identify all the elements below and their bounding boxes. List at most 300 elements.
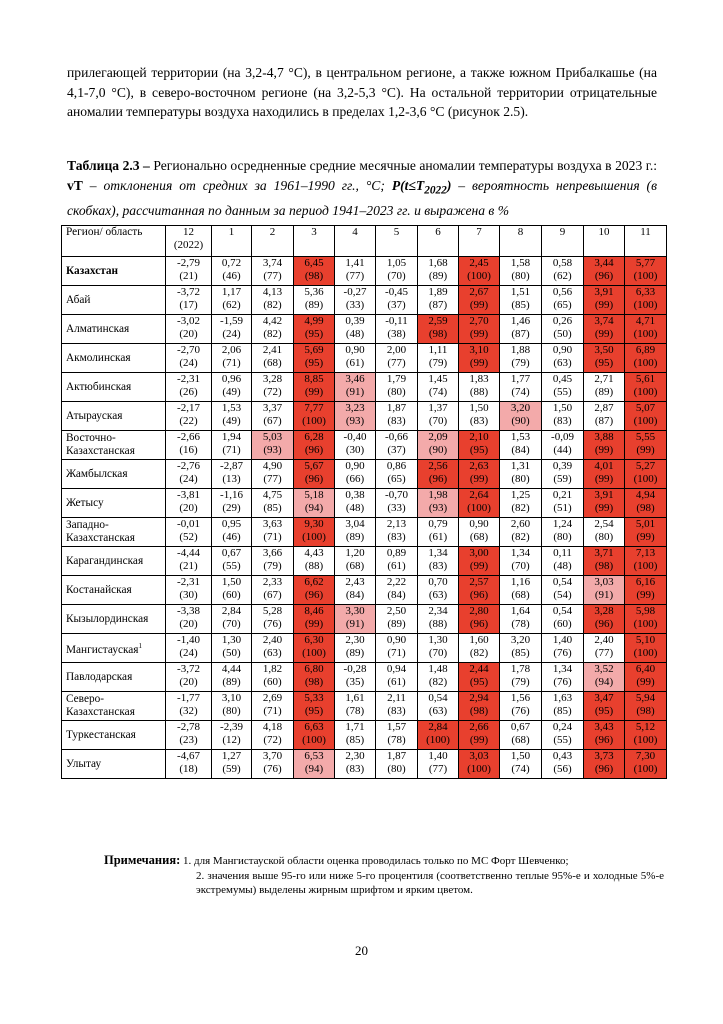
anomaly-value: 3,52: [594, 663, 614, 675]
region-label: Павлодарская: [66, 670, 133, 683]
anomaly-cell: [166, 402, 212, 431]
header-month: 1: [212, 226, 252, 257]
anomaly-value: 3,37: [262, 402, 283, 414]
probability-value: (100): [633, 734, 658, 746]
region-label: Улытау: [66, 757, 102, 770]
anomaly-cell: [212, 402, 252, 431]
caption-text-3: – вероятность непревышения (в скобках), рассчитанная по данным за период 1941–2023 гг. и выражена в %: [67, 177, 657, 218]
anomaly-cell: [376, 721, 418, 750]
probability-value: (100): [467, 270, 491, 282]
anomaly-cell: [459, 460, 500, 489]
anomaly-cell: [418, 402, 459, 431]
probability-value: (87): [511, 328, 530, 340]
probability-value: (98): [304, 270, 324, 282]
anomaly-cell: [625, 402, 667, 431]
anomaly-cell: [542, 518, 584, 547]
anomaly-cell: [212, 750, 252, 779]
anomaly-cell: [252, 315, 294, 344]
anomaly-cell: [294, 576, 335, 605]
anomaly-cell: [459, 605, 500, 634]
probability-value: (83): [387, 415, 406, 427]
anomaly-value: 5,27: [635, 460, 656, 472]
probability-value: (78): [345, 705, 365, 717]
caption-p: P(t≤T: [391, 177, 425, 193]
anomaly-cell: [252, 402, 294, 431]
anomaly-value: 5,77: [635, 257, 656, 269]
probability-value: (76): [263, 763, 282, 775]
anomaly-value: 1,34: [552, 663, 573, 675]
probability-value: (96): [469, 589, 489, 601]
anomaly-value: 1,31: [510, 460, 531, 472]
probability-value: (77): [594, 647, 614, 659]
anomaly-value: 5,07: [635, 402, 656, 414]
anomaly-value: -0,66: [385, 431, 408, 443]
anomaly-value: 3,10: [221, 692, 242, 704]
anomaly-value: -3,72: [177, 663, 200, 675]
probability-value: (99): [594, 299, 614, 311]
anomaly-value: 2,67: [469, 286, 489, 298]
anomaly-cell: [294, 750, 335, 779]
anomaly-cell: [335, 576, 376, 605]
notes: [104, 853, 664, 897]
region-name: [62, 634, 166, 663]
anomaly-cell: [212, 373, 252, 402]
region-label: Костанайская: [66, 583, 132, 596]
anomaly-value: 2,59: [428, 315, 448, 327]
table-row: [62, 634, 667, 663]
probability-value: (68): [263, 357, 282, 369]
anomaly-value: 3,20: [510, 402, 531, 414]
anomaly-value: 4,43: [304, 547, 324, 559]
anomaly-cell: [500, 547, 542, 576]
probability-value: (96): [469, 618, 489, 630]
probability-value: (60): [222, 589, 241, 601]
anomaly-value: 1,87: [386, 750, 407, 762]
anomaly-value: 2,45: [469, 257, 489, 269]
anomaly-cell: [376, 692, 418, 721]
header-month: 10: [584, 226, 625, 257]
anomaly-cell: [418, 344, 459, 373]
caption-text-1: Регионально осредненные средние месячные аномалии температуры воздуха в 2023 г.:: [149, 158, 657, 173]
anomaly-value: 5,98: [635, 605, 656, 617]
probability-value: (98): [636, 502, 655, 514]
anomaly-value: 1,45: [428, 373, 448, 385]
probability-value: (100): [633, 299, 658, 311]
anomaly-value: 2,84: [221, 605, 242, 617]
anomaly-cell: [252, 547, 294, 576]
probability-value: (76): [263, 618, 282, 630]
probability-value: (37): [387, 299, 406, 311]
anomaly-cell: [335, 721, 376, 750]
header-region: Регион/ область: [62, 226, 166, 257]
anomaly-cell: [418, 547, 459, 576]
region-label: Западно-Казахстанская: [66, 519, 135, 544]
anomaly-cell: [418, 257, 459, 286]
anomaly-cell: [542, 431, 584, 460]
anomaly-value: 7,13: [635, 547, 656, 559]
probability-value: (100): [302, 647, 326, 659]
region-name: [62, 257, 166, 286]
header-month: 7: [459, 226, 500, 257]
anomaly-cell: [500, 634, 542, 663]
anomaly-cell: [252, 634, 294, 663]
anomaly-cell: [500, 257, 542, 286]
anomaly-cell: [166, 286, 212, 315]
anomaly-cell: [166, 344, 212, 373]
probability-value: (85): [263, 502, 282, 514]
probability-value: (24): [179, 647, 198, 659]
anomaly-value: 3,44: [594, 257, 614, 269]
anomaly-value: 0,58: [552, 257, 573, 269]
anomaly-cell: [500, 431, 542, 460]
probability-value: (60): [553, 618, 572, 630]
anomaly-value: 0,26: [552, 315, 573, 327]
anomaly-value: 3,23: [345, 402, 365, 414]
probability-value: (96): [594, 618, 614, 630]
anomaly-cell: [252, 605, 294, 634]
region-name: [62, 402, 166, 431]
table-caption: [67, 156, 657, 221]
anomaly-value: 5,69: [304, 344, 324, 356]
probability-value: (99): [594, 328, 614, 340]
anomaly-value: -0,11: [385, 315, 408, 327]
anomaly-cell: [625, 605, 667, 634]
anomaly-cell: [294, 315, 335, 344]
probability-value: (96): [304, 444, 324, 456]
probability-value: (82): [511, 531, 530, 543]
anomaly-cell: [212, 721, 252, 750]
anomaly-cell: [212, 605, 252, 634]
probability-value: (61): [387, 676, 406, 688]
anomaly-value: 3,74: [594, 315, 614, 327]
anomaly-cell: [584, 518, 625, 547]
probability-value: (95): [304, 357, 324, 369]
anomaly-cell: [294, 547, 335, 576]
anomaly-value: -0,40: [343, 431, 367, 443]
anomaly-cell: [166, 489, 212, 518]
anomaly-cell: [294, 692, 335, 721]
anomaly-value: 6,28: [304, 431, 324, 443]
anomaly-cell: [542, 605, 584, 634]
region-label: Мангистауская: [66, 643, 139, 656]
table-row: [62, 344, 667, 373]
anomaly-value: -1,16: [220, 489, 243, 501]
probability-value: (94): [304, 502, 324, 514]
notes-label: Примечания:: [104, 853, 181, 867]
probability-value: (63): [263, 647, 282, 659]
probability-value: (99): [469, 560, 489, 572]
anomaly-value: 0,24: [552, 721, 573, 733]
probability-value: (54): [553, 589, 572, 601]
anomaly-cell: [459, 663, 500, 692]
anomaly-value: 1,20: [345, 547, 365, 559]
probability-value: (76): [553, 647, 572, 659]
anomaly-value: 2,69: [262, 692, 283, 704]
anomaly-value: 1,50: [469, 402, 489, 414]
region-name: [62, 605, 166, 634]
anomaly-cell: [459, 692, 500, 721]
anomaly-value: 5,03: [262, 431, 283, 443]
anomaly-value: 8,46: [304, 605, 324, 617]
anomaly-value: 0,90: [552, 344, 573, 356]
anomaly-cell: [459, 489, 500, 518]
anomaly-cell: [335, 315, 376, 344]
anomaly-cell: [294, 518, 335, 547]
anomaly-value: 1,50: [552, 402, 573, 414]
anomaly-value: 0,90: [386, 634, 407, 646]
anomaly-cell: [584, 634, 625, 663]
probability-value: (100): [633, 473, 658, 485]
anomaly-cell: [542, 344, 584, 373]
anomaly-value: 3,04: [345, 518, 365, 530]
probability-value: (46): [222, 531, 241, 543]
anomaly-value: 5,10: [635, 634, 656, 646]
anomaly-value: 4,75: [262, 489, 283, 501]
anomaly-value: 4,44: [221, 663, 242, 675]
probability-value: (96): [594, 734, 614, 746]
anomaly-value: 2,50: [386, 605, 407, 617]
anomaly-value: -3,02: [177, 315, 200, 327]
anomaly-value: 3,91: [594, 489, 614, 501]
anomaly-cell: [252, 750, 294, 779]
probability-value: (12): [222, 734, 241, 746]
header-month: 9: [542, 226, 584, 257]
table-row: [62, 315, 667, 344]
anomaly-cell: [166, 663, 212, 692]
anomaly-cell: [459, 286, 500, 315]
anomaly-value: 2,43: [345, 576, 365, 588]
header-month-prev: 12 (2022): [166, 226, 212, 257]
anomaly-value: 3,73: [594, 750, 614, 762]
anomaly-cell: [542, 750, 584, 779]
anomaly-cell: [500, 692, 542, 721]
anomaly-cell: [542, 373, 584, 402]
anomaly-cell: [542, 257, 584, 286]
probability-value: (100): [633, 763, 658, 775]
anomaly-value: 0,11: [553, 547, 572, 559]
probability-value: (63): [553, 357, 572, 369]
table-row: [62, 431, 667, 460]
region-label: Абай: [66, 293, 91, 306]
anomaly-value: 0,79: [428, 518, 448, 530]
intro-paragraph: прилегающей территории (на 3,2-4,7 °C), в центральном регионе, а также южном Прибалкашье (на 4,1-7,0 °C), в северо-восточном регионе (на 3,2-5,3 °C). На остальной территории отрицательные аномалии температуры воздуха находились в пределах 1,2-3,6 °C (рисунок 2.5).: [67, 65, 657, 120]
caption-text-2: – отклонения от средних за 1961–1990 гг., °C;: [82, 177, 392, 193]
table-row: [62, 692, 667, 721]
anomaly-value: 3,47: [594, 692, 614, 704]
probability-value: (70): [222, 618, 241, 630]
probability-value: (16): [179, 444, 198, 456]
anomaly-value: 0,89: [386, 547, 407, 559]
probability-value: (90): [511, 415, 530, 427]
anomaly-cell: [166, 721, 212, 750]
anomaly-value: 2,63: [469, 460, 489, 472]
probability-value: (78): [387, 734, 406, 746]
anomaly-table: [61, 225, 667, 779]
anomaly-value: 0,72: [221, 257, 242, 269]
anomaly-value: 2,40: [594, 634, 614, 646]
anomaly-value: 7,30: [635, 750, 656, 762]
probability-value: (95): [469, 444, 489, 456]
anomaly-value: 1,05: [386, 257, 407, 269]
region-name: [62, 431, 166, 460]
anomaly-cell: [252, 489, 294, 518]
anomaly-cell: [376, 750, 418, 779]
anomaly-cell: [459, 518, 500, 547]
region-label: Казахстан: [66, 264, 119, 277]
anomaly-value: 3,43: [594, 721, 614, 733]
anomaly-value: 4,01: [594, 460, 614, 472]
anomaly-cell: [376, 605, 418, 634]
probability-value: (55): [222, 560, 241, 572]
anomaly-value: 0,54: [552, 605, 573, 617]
anomaly-value: 4,42: [262, 315, 283, 327]
region-label: Акмолинская: [66, 351, 131, 364]
table-row: [62, 489, 667, 518]
probability-value: (71): [222, 357, 241, 369]
anomaly-cell: [418, 373, 459, 402]
probability-value: (71): [387, 647, 406, 659]
anomaly-cell: [252, 692, 294, 721]
probability-value: (71): [263, 705, 282, 717]
probability-value: (20): [179, 328, 198, 340]
anomaly-value: -2,39: [220, 721, 243, 733]
anomaly-value: 1,34: [428, 547, 448, 559]
anomaly-cell: [625, 344, 667, 373]
probability-value: (52): [179, 531, 198, 543]
anomaly-value: 2,57: [469, 576, 489, 588]
anomaly-value: 3,88: [594, 431, 614, 443]
anomaly-cell: [376, 257, 418, 286]
probability-value: (100): [302, 734, 326, 746]
anomaly-value: 4,94: [635, 489, 656, 501]
anomaly-cell: [335, 344, 376, 373]
anomaly-value: -0,28: [343, 663, 367, 675]
probability-value: (77): [263, 473, 282, 485]
anomaly-value: -1,40: [177, 634, 200, 646]
anomaly-cell: [418, 605, 459, 634]
anomaly-cell: [335, 547, 376, 576]
anomaly-cell: [625, 576, 667, 605]
anomaly-value: 2,64: [469, 489, 489, 501]
probability-value: (48): [345, 328, 365, 340]
probability-value: (88): [428, 618, 448, 630]
anomaly-cell: [376, 315, 418, 344]
probability-value: (77): [428, 763, 448, 775]
probability-value: (38): [387, 328, 406, 340]
table-row: [62, 373, 667, 402]
anomaly-value: 5,28: [262, 605, 283, 617]
probability-value: (99): [636, 444, 655, 456]
anomaly-cell: [294, 431, 335, 460]
probability-value: (89): [345, 531, 365, 543]
probability-value: (100): [633, 647, 658, 659]
probability-value: (84): [387, 589, 406, 601]
anomaly-cell: [625, 663, 667, 692]
anomaly-value: 1,27: [221, 750, 242, 762]
probability-value: (80): [387, 763, 406, 775]
anomaly-cell: [376, 518, 418, 547]
anomaly-value: -0,09: [551, 431, 574, 443]
probability-value: (62): [222, 299, 241, 311]
probability-value: (20): [179, 676, 198, 688]
probability-value: (29): [222, 502, 241, 514]
anomaly-cell: [376, 431, 418, 460]
anomaly-value: 1,24: [552, 518, 573, 530]
probability-value: (87): [594, 415, 614, 427]
anomaly-cell: [212, 489, 252, 518]
anomaly-value: 5,55: [635, 431, 656, 443]
anomaly-value: 2,71: [594, 373, 614, 385]
anomaly-cell: [294, 344, 335, 373]
anomaly-value: 1,17: [221, 286, 242, 298]
probability-value: (83): [469, 415, 489, 427]
probability-value: (70): [428, 415, 448, 427]
caption-label: Таблица 2.3 –: [67, 158, 150, 173]
anomaly-cell: [418, 286, 459, 315]
anomaly-value: 1,30: [221, 634, 242, 646]
anomaly-cell: [335, 431, 376, 460]
anomaly-value: 5,18: [304, 489, 324, 501]
anomaly-cell: [500, 315, 542, 344]
region-name: [62, 460, 166, 489]
anomaly-value: 0,90: [345, 344, 365, 356]
anomaly-value: 2,41: [262, 344, 283, 356]
anomaly-value: 0,96: [221, 373, 242, 385]
anomaly-value: -0,01: [177, 518, 200, 530]
probability-value: (70): [511, 560, 530, 572]
anomaly-cell: [166, 750, 212, 779]
anomaly-cell: [335, 402, 376, 431]
anomaly-cell: [252, 373, 294, 402]
probability-value: (72): [263, 386, 282, 398]
anomaly-cell: [500, 663, 542, 692]
probability-value: (48): [553, 560, 572, 572]
anomaly-cell: [625, 721, 667, 750]
anomaly-value: -2,66: [177, 431, 200, 443]
probability-value: (82): [428, 676, 448, 688]
anomaly-cell: [625, 518, 667, 547]
anomaly-value: 8,85: [304, 373, 324, 385]
anomaly-value: 2,30: [345, 634, 365, 646]
anomaly-value: 0,43: [552, 750, 573, 762]
anomaly-value: 3,50: [594, 344, 614, 356]
anomaly-value: 3,70: [262, 750, 283, 762]
probability-value: (55): [553, 386, 572, 398]
probability-value: (99): [636, 589, 655, 601]
anomaly-value: 2,11: [387, 692, 406, 704]
anomaly-cell: [294, 286, 335, 315]
region-name: [62, 692, 166, 721]
anomaly-cell: [542, 576, 584, 605]
anomaly-value: 2,56: [428, 460, 448, 472]
probability-value: (100): [302, 415, 326, 427]
probability-value: (83): [428, 560, 448, 572]
anomaly-cell: [584, 431, 625, 460]
anomaly-value: 5,36: [304, 286, 324, 298]
anomaly-cell: [500, 402, 542, 431]
region-name: [62, 373, 166, 402]
anomaly-cell: [294, 257, 335, 286]
probability-value: (21): [179, 560, 198, 572]
probability-value: (22): [179, 415, 198, 427]
probability-value: (98): [428, 328, 448, 340]
probability-value: (79): [511, 676, 530, 688]
anomaly-value: 0,39: [345, 315, 365, 327]
anomaly-cell: [376, 460, 418, 489]
anomaly-cell: [542, 547, 584, 576]
anomaly-value: 1,64: [510, 605, 531, 617]
anomaly-cell: [376, 489, 418, 518]
